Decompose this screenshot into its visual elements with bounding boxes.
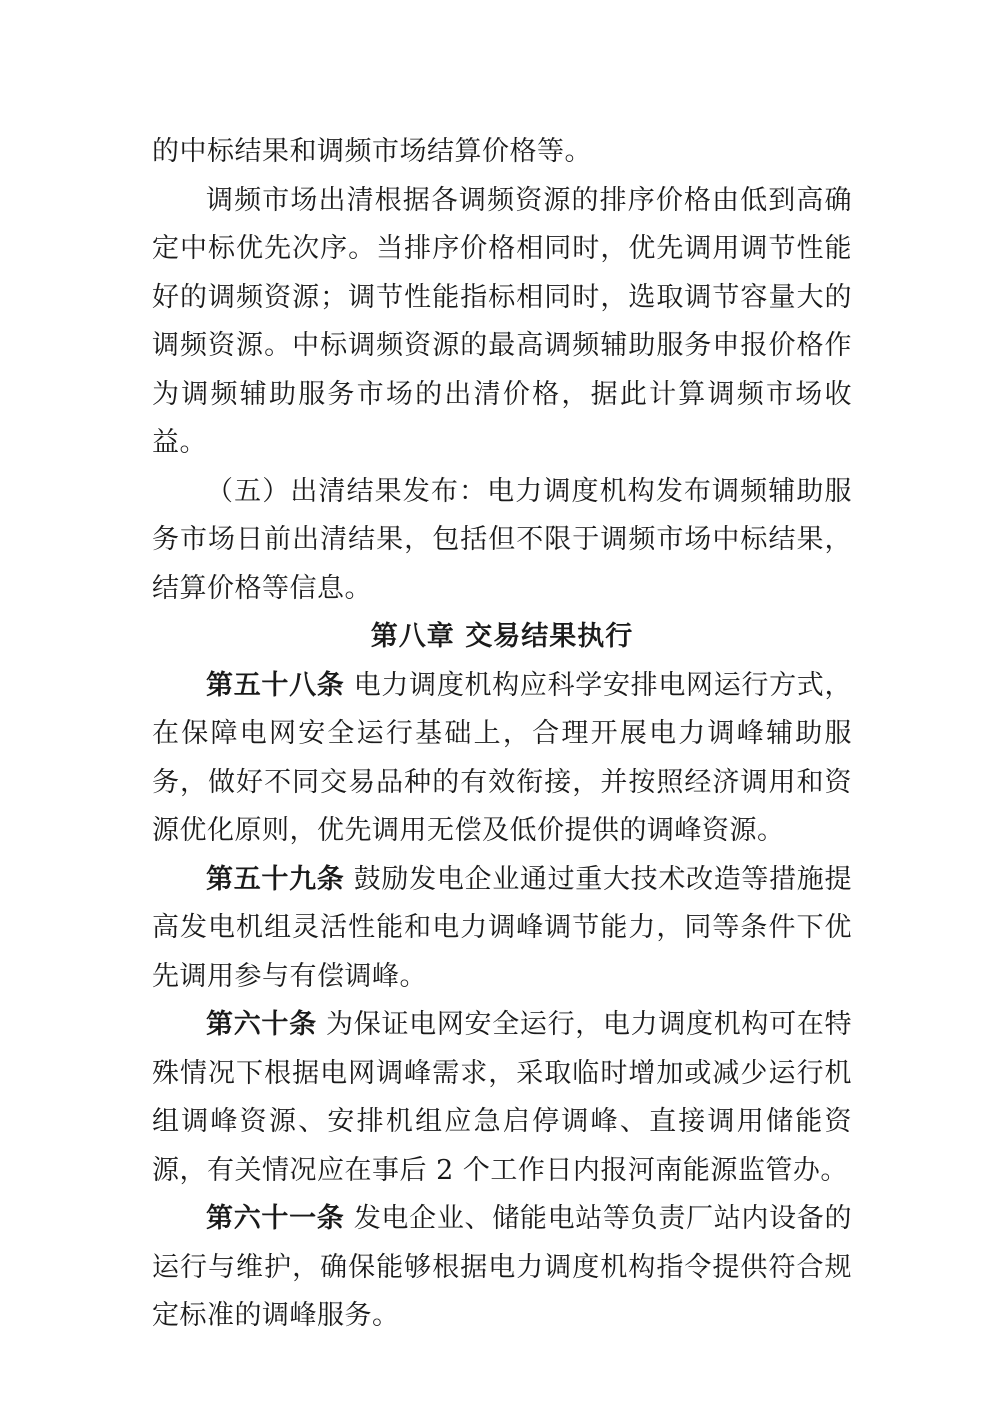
article-text: 电力调度机构应科学安排电网运行方式，在保障电网安全运行基础上，合理开展电力调峰辅助服务，做好不同交易品种的有效衔接，并按照经济调用和资源优化原则，优先调用无偿及低价提供的调峰资源。 xyxy=(152,669,852,846)
paragraph-continuation: 的中标结果和调频市场结算价格等。 xyxy=(152,136,592,167)
article-text: 鼓励发电企业通过重大技术改造等措施提高发电机组灵活性能和电力调峰调节能力，同等条件下优先调用参与有偿调峰。 xyxy=(152,863,852,992)
article-number: 第五十八条 xyxy=(206,669,345,701)
chapter-title: 第八章 交易结果执行 xyxy=(370,621,634,652)
article-number: 第六十条 xyxy=(206,1009,317,1040)
article-number: 第五十九条 xyxy=(206,863,345,895)
paragraph-clearing-rule: 调频市场出清根据各调频资源的排序价格由低到高确定中标优先次序。当排序价格相同时，优先调用调节性能好的调频资源；调节性能指标相同时，选取调节容量大的调频资源。中标调频资源的最高调频辅助服务申报价格作为调频辅助服务市场的出清价格，据此计算调频市场收益。 xyxy=(152,184,852,458)
article-61 xyxy=(152,1195,852,1341)
article-60 xyxy=(152,1001,852,1195)
article-text: 为保证电网安全运行，电力调度机构可在特殊情况下根据电网调峰需求，采取临时增加或减少运行机组调峰资源、安排机组应急启停调峰、直接调用储能资源，有关情况应在事后 2 个工作日内报河南能源监管办。 xyxy=(152,1009,853,1186)
document-body xyxy=(152,128,852,1341)
article-text: 发电企业、储能电站等负责厂站内设备的运行与维护，确保能够根据电力调度机构指令提供符合规定标准的调峰服务。 xyxy=(152,1203,852,1331)
article-number: 第六十一条 xyxy=(206,1203,345,1234)
article-59 xyxy=(152,856,852,1002)
article-58 xyxy=(152,662,852,856)
paragraph-result-release: （五）出清结果发布：电力调度机构发布调频辅助服务市场日前出清结果，包括但不限于调频市场中标结果，结算价格等信息。 xyxy=(152,475,852,604)
